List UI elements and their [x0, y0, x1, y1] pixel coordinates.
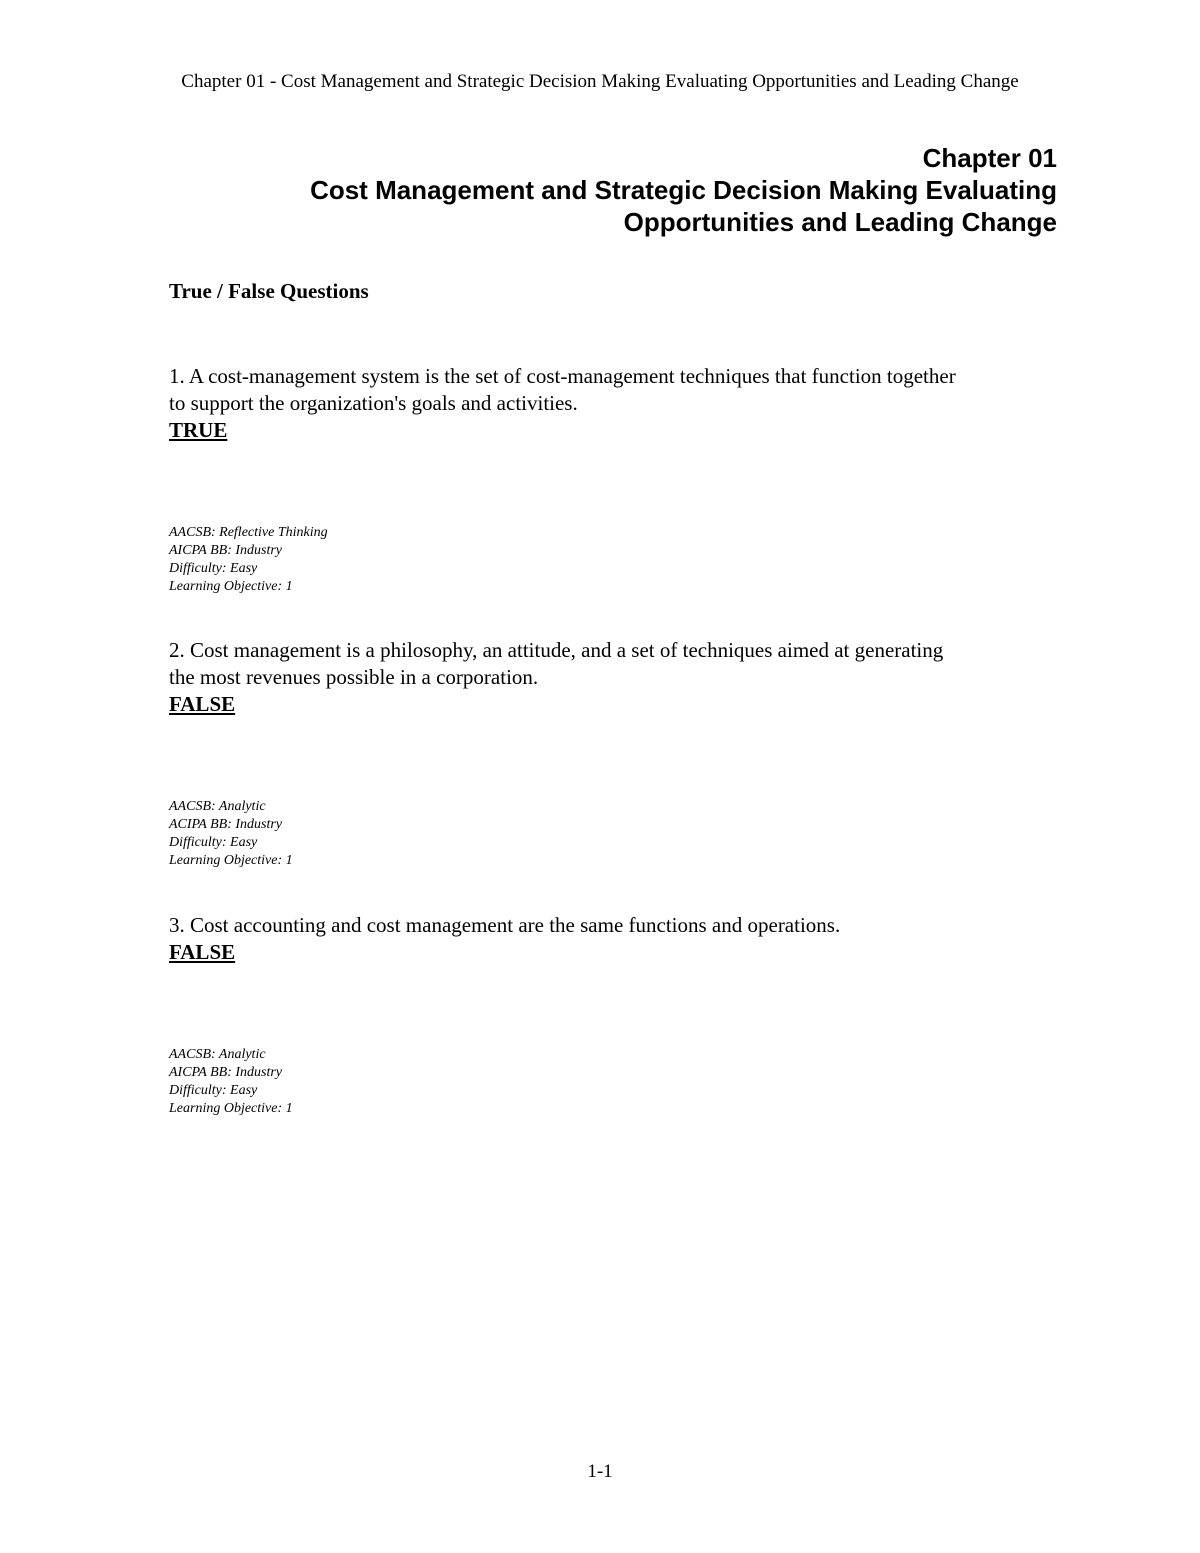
learning-objective-tag: Learning Objective: 1 [169, 853, 293, 868]
running-header: Chapter 01 - Cost Management and Strategic Decision Making Evaluating Opportunities and Leading Change [181, 71, 1019, 92]
chapter-title-block [157, 142, 1057, 238]
aicpa-tag: ACIPA BB: Industry [169, 817, 283, 832]
page-number: 1-1 [587, 1461, 613, 1482]
question-text-line-1: 1. A cost-management system is the set of cost-management techniques that function together [169, 364, 956, 388]
answer-label: FALSE [169, 692, 236, 716]
aicpa-tag: AICPA BB: Industry [169, 543, 283, 558]
answer-label: FALSE [169, 940, 236, 964]
answer-label: TRUE [169, 418, 228, 442]
aicpa-tag: AICPA BB: Industry [169, 1065, 283, 1080]
difficulty-tag: Difficulty: Easy [169, 561, 258, 576]
question-text-line-2: the most revenues possible in a corporation. [169, 665, 539, 689]
aacsb-tag: AACSB: Reflective Thinking [169, 525, 328, 540]
question-text-line-1: 2. Cost management is a philosophy, an attitude, and a set of techniques aimed at generating [169, 638, 944, 662]
difficulty-tag: Difficulty: Easy [169, 835, 258, 850]
aacsb-tag: AACSB: Analytic [169, 1047, 266, 1062]
chapter-title-line-1: Cost Management and Strategic Decision Making Evaluating [310, 175, 1057, 205]
question-metadata [169, 1046, 1069, 1118]
question-metadata [169, 524, 1069, 596]
section-heading: True / False Questions [169, 279, 369, 303]
question-text [169, 912, 1069, 939]
chapter-title-line-2: Opportunities and Leading Change [623, 207, 1057, 237]
learning-objective-tag: Learning Objective: 1 [169, 579, 293, 594]
question-text-line-2: to support the organization's goals and activities. [169, 391, 578, 415]
question-metadata [169, 798, 1069, 870]
question-3 [169, 912, 1069, 1118]
aacsb-tag: AACSB: Analytic [169, 799, 266, 814]
question-text-line-1: 3. Cost accounting and cost management are the same functions and operations. [169, 913, 841, 937]
difficulty-tag: Difficulty: Easy [169, 1083, 258, 1098]
question-1 [169, 363, 1069, 596]
learning-objective-tag: Learning Objective: 1 [169, 1101, 293, 1116]
question-text [169, 637, 1069, 691]
question-2 [169, 637, 1069, 870]
question-text [169, 363, 1069, 417]
chapter-number: Chapter 01 [922, 143, 1057, 173]
